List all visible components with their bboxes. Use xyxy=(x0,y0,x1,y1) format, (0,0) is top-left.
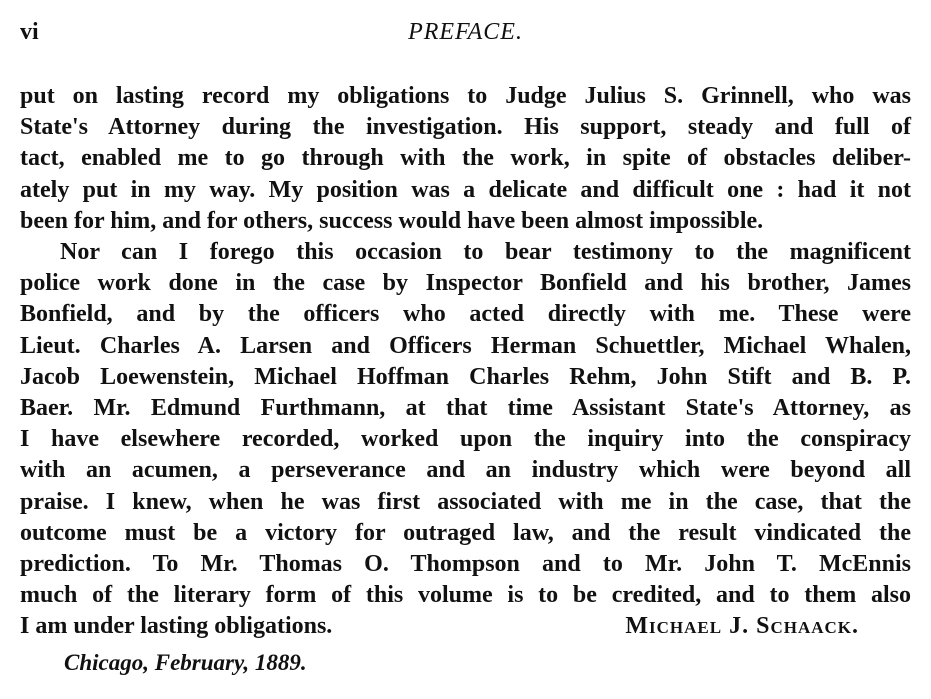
text-line: State's Attorney during the investigation. His support, steady and full of xyxy=(20,114,911,141)
closing-line xyxy=(20,611,911,642)
dateline: Chicago, February, 1889. xyxy=(64,649,307,675)
text-line: prediction. To Mr. Thomas O. Thompson and to Mr. John T. McEnnis xyxy=(20,551,911,578)
paragraph-2 xyxy=(20,237,911,643)
author-signature: Michael J. Schaack. xyxy=(625,613,859,640)
text-line: ately put in my way. My position was a delicate and difficult one : had it not xyxy=(20,176,911,203)
running-title: PREFACE. xyxy=(408,19,523,45)
text-line: with an acumen, a perseverance and an industry which were beyond all xyxy=(20,457,911,484)
paragraph-1 xyxy=(20,81,911,237)
text-line: I have elsewhere recorded, worked upon the inquiry into the conspiracy xyxy=(20,426,911,453)
page-number: vi xyxy=(20,19,39,45)
text-line: Jacob Loewenstein, Michael Hoffman Charles Rehm, John Stift and B. P. xyxy=(20,363,911,390)
text-line: Nor can I forego this occasion to bear testimony to the magnificent xyxy=(60,239,911,266)
text-line: Baer. Mr. Edmund Furthmann, at that time Assistant State's Attorney, as xyxy=(20,395,911,422)
text-line: put on lasting record my obligations to Judge Julius S. Grinnell, who was xyxy=(20,83,911,109)
text-line: tact, enabled me to go through with the work, in spite of obstacles deliber- xyxy=(20,145,911,172)
closing-text: I am under lasting obligations. xyxy=(20,613,333,640)
text-line: much of the literary form of this volume is to be credited, and to them also xyxy=(20,582,911,609)
text-line: police work done in the case by Inspector Bonfield and his brother, James xyxy=(20,270,911,297)
running-head xyxy=(20,12,911,52)
text-line: Lieut. Charles A. Larsen and Officers Herman Schuettler, Michael Whalen, xyxy=(20,332,911,359)
text-line: Bonfield, and by the officers who acted directly with me. These were xyxy=(20,301,911,328)
text-line: outcome must be a victory for outraged law, and the result vindicated the xyxy=(20,519,911,546)
text-line: praise. I knew, when he was first associated with me in the case, that the xyxy=(20,488,911,515)
preface-body xyxy=(20,81,911,643)
text-line: been for him, and for others, success would have been almost impossible. xyxy=(20,207,764,234)
